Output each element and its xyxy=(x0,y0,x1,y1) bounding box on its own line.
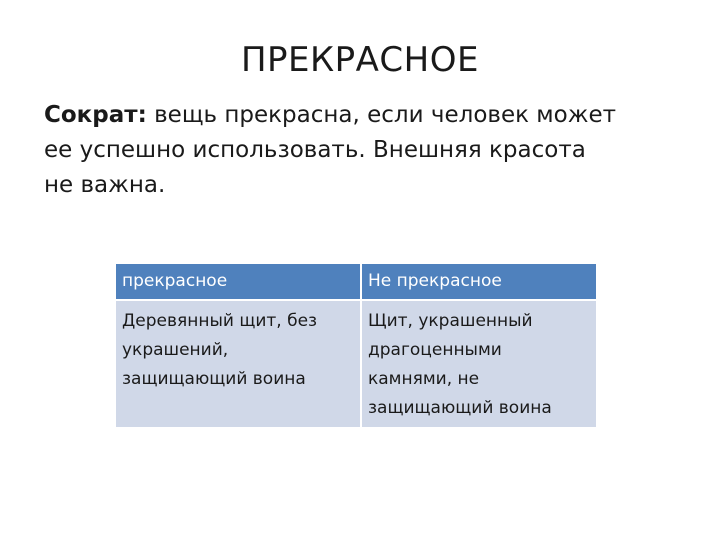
slide-title: ПРЕКРАСНОЕ xyxy=(240,40,479,80)
cell-line: Щит, украшенный xyxy=(368,311,533,331)
cell-line: Деревянный щит, без xyxy=(122,311,318,331)
paragraph-line-3: не важна. xyxy=(44,172,166,198)
cell-line: камнями, не xyxy=(368,369,480,389)
cell-line: драгоценными xyxy=(368,340,502,360)
paragraph-line-2: ее успешно использовать. Внешняя красота xyxy=(44,137,586,163)
table-header-row xyxy=(116,264,596,300)
cell-line: украшений, xyxy=(122,340,229,360)
paragraph-line-1 xyxy=(44,98,694,133)
table-cell-not-beautiful xyxy=(361,300,596,427)
table-row xyxy=(116,300,596,427)
table-header-beautiful: прекрасное xyxy=(116,264,361,300)
paragraph-line-1-rest: вещь прекрасна, если человек может xyxy=(146,102,616,128)
body-paragraph xyxy=(44,98,694,203)
paragraph-lead: Сократ: xyxy=(44,102,147,128)
cell-line: защищающий воина xyxy=(122,369,306,389)
table-header-not-beautiful: Не прекрасное xyxy=(361,264,596,300)
comparison-table xyxy=(116,264,596,427)
cell-line: защищающий воина xyxy=(368,398,552,418)
table-cell-beautiful xyxy=(116,300,361,427)
